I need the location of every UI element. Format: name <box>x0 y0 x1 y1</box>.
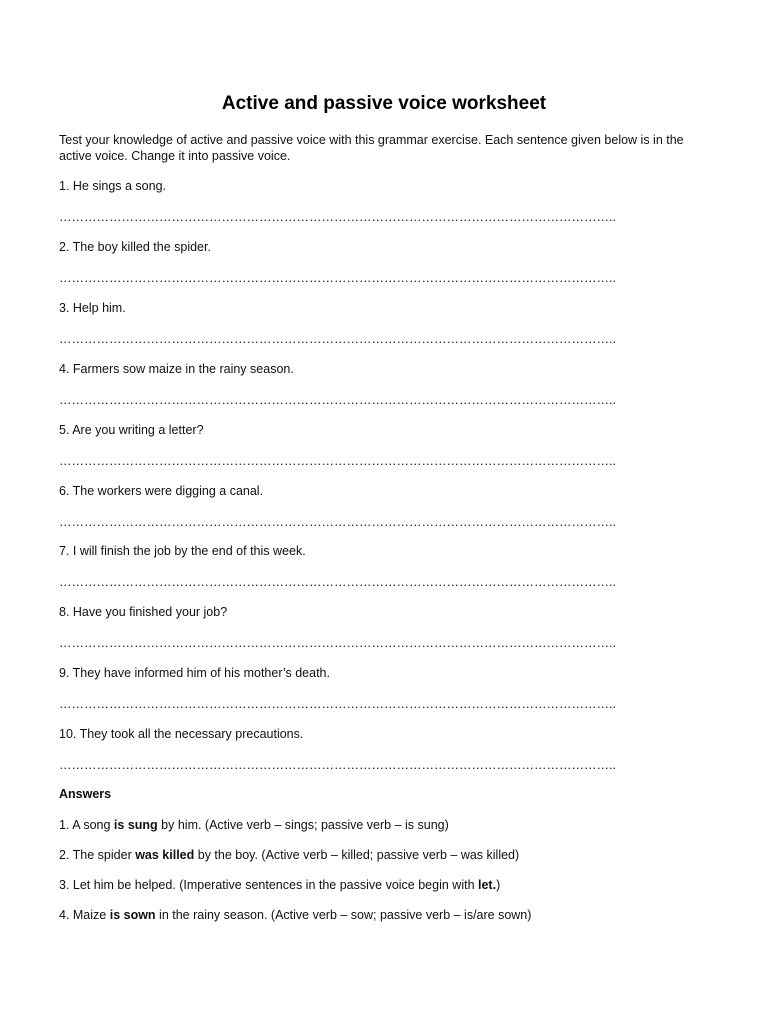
answer-2-pre: 2. The spider <box>59 848 136 862</box>
question-4: 4. Farmers sow maize in the rainy season. <box>59 362 294 376</box>
answer-line-5: …………………………………………………………………………………………………………………….. <box>59 454 616 468</box>
answer-line-10: …………………………………………………………………………………………………………………….. <box>59 758 616 772</box>
answer-3-pre: 3. Let him be helped. (Imperative sentences in the passive voice begin with <box>59 878 478 892</box>
answer-line-2: …………………………………………………………………………………………………………………….. <box>59 271 616 285</box>
answer-line-1: …………………………………………………………………………………………………………………….. <box>59 210 616 224</box>
question-8: 8. Have you finished your job? <box>59 605 228 619</box>
answer-line-9: …………………………………………………………………………………………………………………….. <box>59 697 616 711</box>
answer-3 <box>59 877 500 893</box>
answer-3-bold: let. <box>478 878 497 892</box>
answer-3-post: ) <box>496 878 501 892</box>
answer-4-post: in the rainy season. (Active verb – sow; passive verb – is/are sown) <box>155 908 532 922</box>
answer-1-bold: is sung <box>113 818 158 832</box>
answer-line-3: …………………………………………………………………………………………………………………….. <box>59 332 616 346</box>
question-1: 1. He sings a song. <box>59 179 167 193</box>
answer-4-bold: is sown <box>109 908 156 922</box>
question-3: 3. Help him. <box>59 301 126 315</box>
question-2: 2. The boy killed the spider. <box>59 240 211 254</box>
answer-line-4: …………………………………………………………………………………………………………………….. <box>59 393 616 407</box>
answer-2 <box>59 847 519 863</box>
question-5: 5. Are you writing a letter? <box>59 423 204 437</box>
question-9: 9. They have informed him of his mother’s death. <box>59 666 330 680</box>
answer-4-pre: 4. Maize <box>59 908 110 922</box>
answer-line-6: …………………………………………………………………………………………………………………….. <box>59 515 616 529</box>
answer-line-8: …………………………………………………………………………………………………………………….. <box>59 636 616 650</box>
answer-1-post: by him. (Active verb – sings; passive verb – is sung) <box>157 818 449 832</box>
question-10: 10. They took all the necessary precautions. <box>59 727 304 741</box>
answer-2-post: by the boy. (Active verb – killed; passive verb – was killed) <box>194 848 520 862</box>
question-7: 7. I will finish the job by the end of this week. <box>59 544 306 558</box>
answer-2-bold: was killed <box>135 848 195 862</box>
answers-heading: Answers <box>59 787 112 801</box>
answer-line-7: …………………………………………………………………………………………………………………….. <box>59 575 616 589</box>
page-title: Active and passive voice worksheet <box>221 93 547 114</box>
answer-1-pre: 1. A song <box>59 818 114 832</box>
intro-paragraph: Test your knowledge of active and passive voice with this grammar exercise. Each sentence given below is in the active voice. Change it into passive voice. <box>59 133 684 163</box>
question-6: 6. The workers were digging a canal. <box>59 484 264 498</box>
answer-1 <box>59 817 449 833</box>
answer-4 <box>59 907 531 923</box>
